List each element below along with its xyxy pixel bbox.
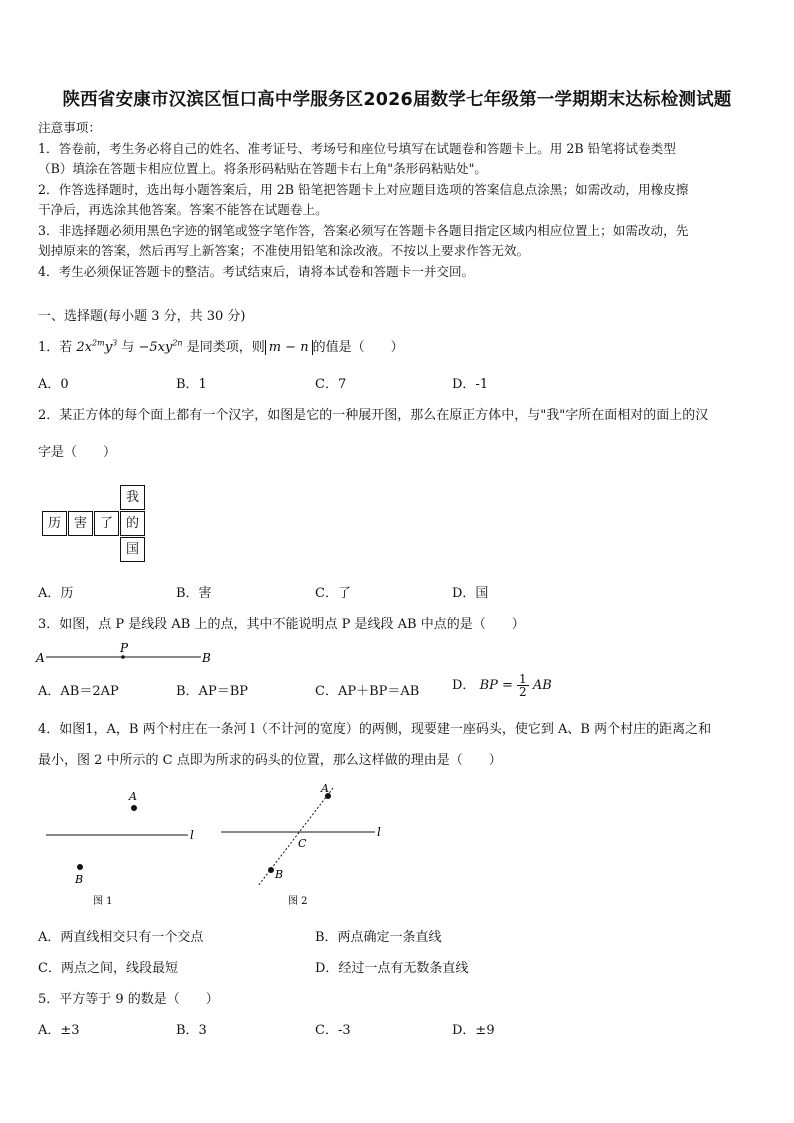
label-a: A: [36, 651, 45, 665]
point-p: [121, 655, 125, 659]
net-cell: 害: [68, 511, 93, 536]
figure-1: [40, 780, 210, 910]
q1-option-c[interactable]: C．7: [315, 377, 347, 392]
q3-option-c[interactable]: C．AP＋BP＝AB: [315, 684, 420, 699]
net-cell: 的: [120, 511, 145, 536]
q5-option-c[interactable]: C．-3: [315, 1023, 351, 1038]
q5-option-b[interactable]: B．3: [176, 1023, 207, 1038]
q2-option-c[interactable]: C．了: [315, 586, 351, 601]
question-1: [38, 336, 404, 355]
village-b-point: [268, 867, 274, 873]
q5-option-a[interactable]: A．±3: [38, 1023, 80, 1038]
figure-2: [215, 778, 395, 910]
notes-block: [38, 118, 758, 282]
cube-net-figure: [42, 485, 147, 563]
q5-text: 5．平方等于 9 的数是（ ）: [38, 992, 219, 1007]
q3-option-b[interactable]: B．AP＝BP: [176, 684, 248, 699]
q4-option-b[interactable]: B．两点确定一条直线: [315, 930, 442, 945]
q3-option-a[interactable]: A．AB＝2AP: [38, 684, 119, 699]
label-l: l: [377, 825, 381, 839]
q1-option-d[interactable]: D．-1: [452, 377, 489, 392]
q4-option-d[interactable]: D．经过一点有无数条直线: [315, 961, 469, 976]
q5-option-d[interactable]: D．±9: [452, 1023, 495, 1038]
net-cell: 我: [120, 485, 145, 510]
q2-option-d[interactable]: D．国: [452, 586, 489, 601]
figure-2-caption: 图 2: [288, 896, 308, 907]
q1-prefix: 1．若: [38, 340, 73, 355]
net-cell: 国: [120, 537, 145, 562]
label-l: l: [190, 828, 194, 842]
q1-mid: 与: [121, 340, 135, 355]
label-a: A: [321, 782, 329, 795]
q1-suffix2: 的值是（ ）: [312, 340, 404, 355]
q2-option-a[interactable]: A．历: [38, 586, 74, 601]
figure-1-caption: 图 1: [93, 896, 113, 907]
note-line: （B）填涂在答题卡相应位置上。将条形码粘贴在答题卡右上角"条形码粘贴处"。: [38, 161, 488, 176]
note-line: 4．考生必须保证答题卡的整洁。考试结束后，请将本试卷和答题卡一并交回。: [38, 263, 475, 279]
label-b: B: [275, 868, 284, 881]
label-b: B: [202, 651, 211, 665]
net-cell: 历: [42, 511, 67, 536]
q4-text-line2: 最小，图 2 中所示的 C 点即为所求的码头的位置，那么这样做的理由是（ ）: [38, 753, 502, 768]
note-line: 划掉原来的答案，然后再写上新答案；不准使用铅笔和涂改液。不按以上要求作答无效。: [38, 243, 530, 258]
note-line: 3．非选择题必须用黑色字迹的钢笔或签字笔作答，答案必须写在答题卡各题目指定区域内相应位置上；如需改动，先: [38, 222, 689, 238]
label-c: C: [298, 837, 307, 850]
q4-option-a[interactable]: A．两直线相交只有一个交点: [38, 930, 204, 945]
q3-text: 3．如图，点 P 是线段 AB 上的点，其中不能说明点 P 是线段 AB 中点的是（ ）: [38, 617, 525, 632]
q1-option-a[interactable]: A．0: [38, 377, 69, 392]
q1-term1: $2x^{2m}y^3$: [76, 338, 118, 355]
note-line: 1．答卷前，考生务必将自己的姓名、准考证号、考场号和座位号填写在试题卷和答题卡上。用 2B 铅笔将试卷类型: [38, 140, 676, 156]
q2-text-line1: 2．某正方体的每个面上都有一个汉字，如图是它的一种展开图，那么在原正方体中，与"我"字所在面相对的面上的汉: [38, 408, 709, 423]
q1-abs-expression: m − n: [265, 340, 313, 355]
q1-suffix: 是同类项，则: [186, 340, 265, 355]
section-heading: 一、选择题(每小题 3 分，共 30 分): [38, 309, 246, 324]
label-p: P: [120, 641, 129, 655]
village-a-point: [131, 805, 137, 811]
segment-ab-figure: [34, 638, 224, 668]
notes-heading: 注意事项：: [38, 120, 101, 135]
label-b: B: [75, 873, 84, 886]
q1-option-b[interactable]: B．1: [176, 377, 207, 392]
page-title: 陕西省安康市汉滨区恒口高中学服务区2026届数学七年级第一学期期末达标检测试题: [62, 90, 732, 110]
q4-option-c[interactable]: C．两点之间，线段最短: [38, 961, 178, 976]
fraction-half: $\frac{1}{2}$: [519, 672, 527, 699]
q2-option-b[interactable]: B．害: [176, 586, 212, 601]
note-line: 干净后，再选涂其他答案。答案不能答在试题卷上。: [38, 202, 328, 217]
q1-term2: $-5xy^{2n}$: [138, 338, 183, 355]
q3-option-d[interactable]: D． BP = $\frac{1}{2}$ AB: [452, 672, 552, 699]
label-a: A: [129, 790, 137, 803]
net-cell: 了: [94, 511, 119, 536]
q2-text-line2: 字是（ ）: [38, 445, 117, 460]
village-b-point: [77, 864, 83, 870]
note-line: 2．作答选择题时，选出每小题答案后，用 2B 铅笔把答题卡上对应题目选项的答案信息点涂黑；如需改动，用橡皮擦: [38, 181, 689, 197]
q4-text-line1: 4．如图1，A，B 两个村庄在一条河 l（不计河的宽度）的两侧，现要建一座码头，使它到 A、B 两个村庄的距离之和: [38, 722, 712, 737]
